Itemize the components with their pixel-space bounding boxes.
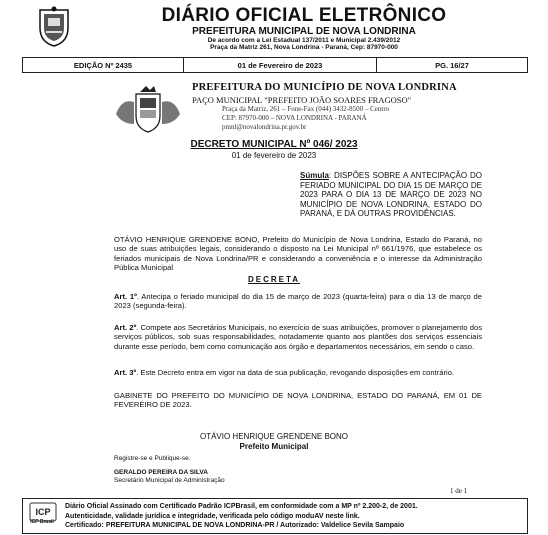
page-count: 1 de 1 — [450, 487, 468, 495]
address-line: Praça da Matriz 261, Nova Londrina - Paraná, Cep: 87970-000 — [210, 44, 398, 51]
registre-line: Registre-se e Publique-se. — [114, 455, 191, 462]
sumula — [300, 171, 482, 219]
paco-municipal: PAÇO MUNICIPAL "PREFEITO JOÃO SOARES FRAGOSO" — [192, 95, 412, 105]
edition-date: 01 de Fevereiro de 2023 — [184, 58, 377, 72]
prefeitura-address: Praça da Matriz, 261 – Fone-Fax (044) 3432-8500 – Centro — [222, 105, 390, 113]
certificate-line-3: Certificado: PREFEITURA MUNICIPAL DE NOVA LONDRINA-PR / Autorizado: Valdelice Sevila Sampaio — [65, 522, 405, 529]
secretary-role: Secretário Municipal de Administração — [114, 477, 225, 484]
certificate-footer — [22, 498, 528, 534]
law-line: De acordo com a Lei Estadual 137/2011 e Municipal 2.439/2012 — [207, 37, 401, 44]
edition-number: EDIÇÃO Nº 2435 — [23, 58, 184, 72]
sumula-label: Súmula — [300, 171, 329, 180]
decree-date: 01 de fevereiro de 2023 — [231, 151, 317, 160]
municipal-crest-icon — [36, 6, 72, 48]
secretary-name: GERALDO PEREIRA DA SILVA — [114, 469, 208, 476]
icp-brasil-logo-icon — [29, 502, 57, 530]
intro-paragraph: OTÁVIO HENRIQUE GRENDENE BONO, Prefeito do Município de Nova Londrina, Estado do Paraná, no uso de suas atribuições legais, considerando o disposto na Lei Municipal nº 661/1976, que estabelece os feriados municipais de Nova Londrina/PR e considerando a conveniência e o interesse da Administração Pública Municipal — [114, 235, 482, 273]
article-1: Art. 1º. Antecipa o feriado municipal do dia 15 de março de 2023 (quarta-feira) para o dia 13 de março de 2023 (segunda-feira). — [114, 292, 482, 311]
masthead — [22, 4, 526, 52]
certificate-text — [65, 502, 523, 531]
edition-bar — [22, 57, 528, 73]
prefeitura-emblem-icon — [112, 84, 184, 136]
article-3: Art. 3º. Este Decreto entra em vigor na data de sua publicação, revogando disposições em contrário. — [114, 368, 455, 377]
prefeitura-header — [192, 82, 492, 132]
certificate-line-2[interactable]: Autenticidade, validade jurídica e integridade, verificada pelo código moduAV neste link. — [65, 512, 360, 520]
prefeitura-cep: CEP: 87970-000 – NOVA LONDRINA - PARANÁ — [222, 114, 367, 122]
prefeitura-name: PREFEITURA DO MUNICÍPIO DE NOVA LONDRINA — [192, 82, 457, 93]
decreta-heading: DECRETA — [247, 275, 301, 284]
gabinete-paragraph: GABINETE DO PREFEITO DO MUNICÍPIO DE NOVA LONDRINA, ESTADO DO PARANÁ, EM 01 DE FEVEREIRO DE 2023. — [114, 391, 482, 410]
newspaper-title: DIÁRIO OFICIAL ELETRÔNICO — [161, 5, 447, 26]
svg-text:ICP: ICP — [35, 507, 51, 517]
sumula-text: : DISPÕES SOBRE A ANTECIPAÇÃO DO FERIADO MUNICIPAL DO DIA 15 DE MARÇO DE 2023 PARA O DIA 13 DE MARÇO DE 2023 NO MUNICÍPIO DE NOVA LONDRINA, ESTADO DO PARANÁ, E DÁ OUTRAS PROVIDÊNCIAS. — [300, 171, 482, 219]
certificate-line-1: Diário Oficial Assinado com Certificado Padrão ICPBrasil, em conformidade com a MP nº 2.200-2, de 2001. — [65, 503, 418, 510]
decree-title: DECRETO MUNICIPAL Nº 046/ 2023 — [190, 139, 358, 150]
signer-name: OTÁVIO HENRIQUE GRENDENE BONO — [199, 432, 349, 441]
article-2: Art. 2º. Compete aos Secretários Municipais, no exercício de suas atribuições, promover o planejamento dos serviços públicos, sob suas responsabilidades, notadamente quanto aos plantões dos serviços essenciais durante esse período, bem como comunicação aos órgão e departamentos necessários, em sendo o caso. — [114, 323, 482, 351]
newspaper-subtitle: PREFEITURA MUNICIPAL DE NOVA LONDRINA — [192, 26, 416, 37]
icp-brasil-label: ICP Brasil — [30, 519, 54, 525]
prefeitura-email: pmnl@novalondrina.pr.gov.br — [222, 123, 307, 131]
page-number: PG. 16/27 — [435, 60, 469, 70]
signer-role: Prefeito Municipal — [239, 442, 309, 451]
